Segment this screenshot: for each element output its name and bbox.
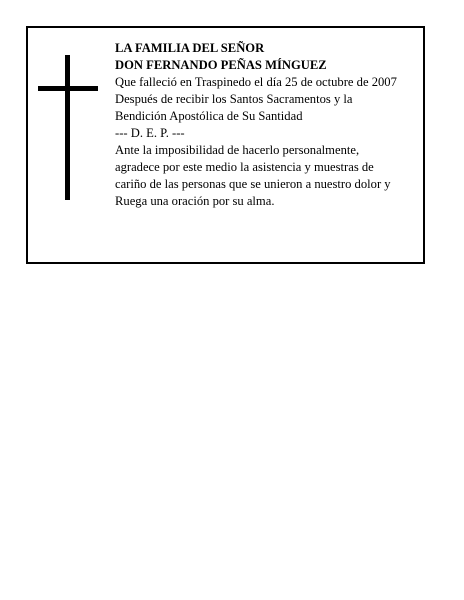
notice-line-sacraments: Después de recibir los Santos Sacramentos y la <box>115 92 353 106</box>
notice-line-blessing: Bendición Apostólica de Su Santidad <box>115 109 303 123</box>
latin-cross-icon <box>38 55 98 200</box>
notice-line-thanks-3: cariño de las personas que se unieron a nuestro dolor y <box>115 177 391 191</box>
notice-heading-family: LA FAMILIA DEL SEÑOR <box>115 41 265 55</box>
cross-vertical-bar <box>65 55 70 200</box>
notice-line-dep: --- D. E. P. --- <box>115 126 185 140</box>
notice-line-death: Que falleció en Traspinedo el día 25 de octubre de 2007 <box>115 75 397 89</box>
notice-line-thanks-1: Ante la imposibilidad de hacerlo personalmente, <box>115 143 360 157</box>
notice-line-prayer: Ruega una oración por su alma. <box>115 194 275 208</box>
obituary-notice <box>26 26 425 264</box>
notice-line-thanks-2: agradece por este medio la asistencia y muestras de <box>115 160 374 174</box>
notice-text <box>115 40 427 210</box>
cross-horizontal-bar <box>38 86 98 91</box>
notice-heading-name: DON FERNANDO PEÑAS MÍNGUEZ <box>115 58 327 72</box>
